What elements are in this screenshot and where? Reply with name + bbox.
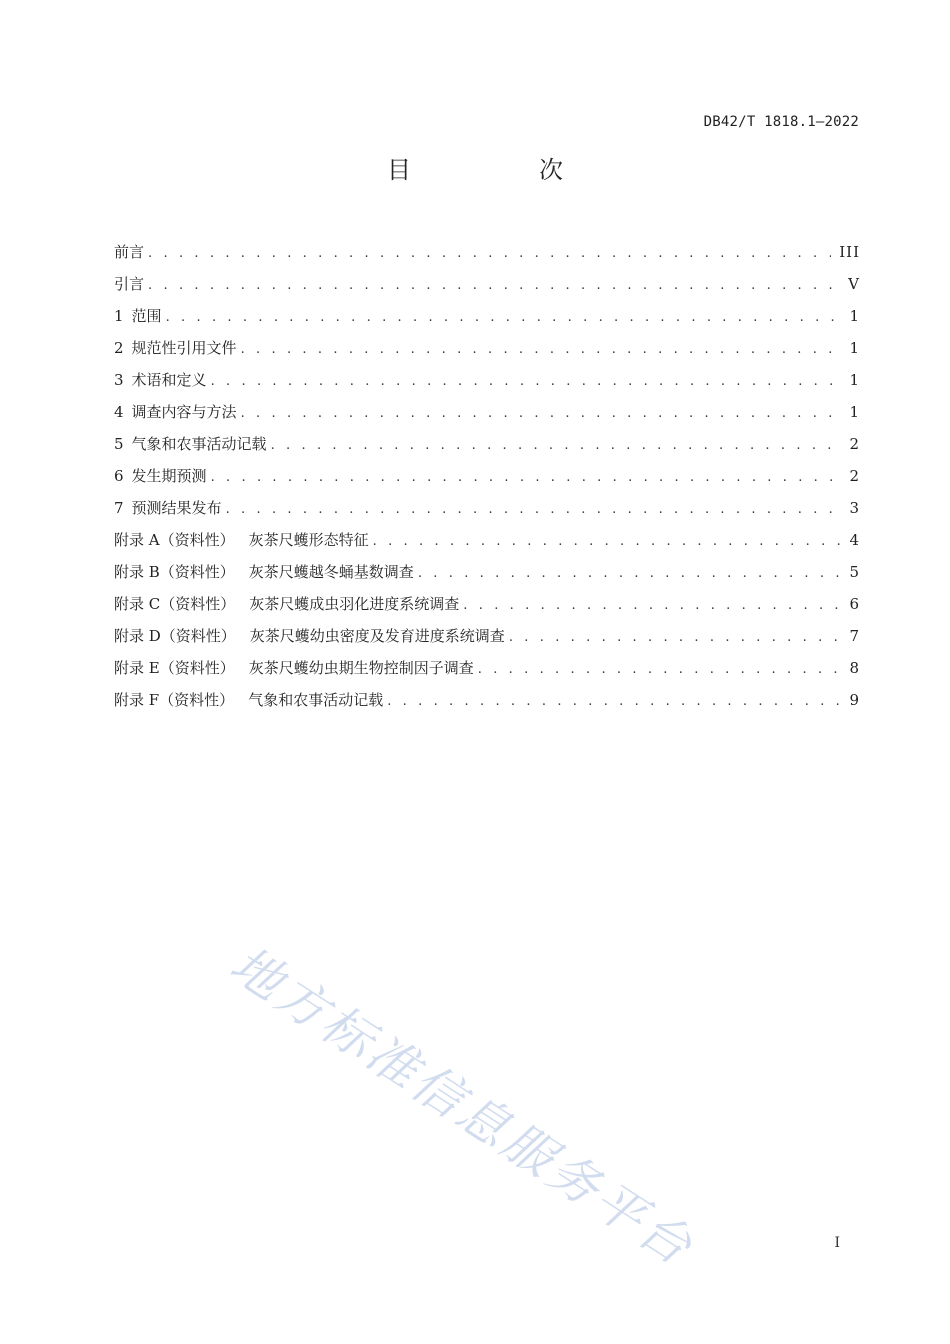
toc-dot-leader	[166, 302, 840, 334]
toc-appendix-number: 附录 B（资料性）	[114, 563, 235, 581]
toc-appendix-number: 附录 F（资料性）	[114, 691, 235, 709]
page-title: 目 次	[387, 156, 615, 184]
toc-entry-number: 3	[114, 371, 124, 389]
toc-entry-7[interactable]	[114, 492, 860, 524]
toc-page-number: 1	[849, 403, 860, 421]
toc-entry-6[interactable]	[114, 460, 860, 492]
toc-entry-appendix-d[interactable]	[114, 620, 860, 652]
watermark: 地方标准信息服务平台	[220, 935, 705, 1278]
toc-dot-leader	[226, 494, 840, 526]
toc-appendix-number: 附录 C（资料性）	[114, 595, 236, 613]
toc-page-number: 8	[849, 659, 860, 677]
toc-page-number: 5	[849, 563, 860, 581]
toc-dot-leader	[463, 590, 840, 622]
toc-entry-appendix-a[interactable]	[114, 524, 860, 556]
toc-entry-appendix-b[interactable]	[114, 556, 860, 588]
footer-page-number: I	[834, 1235, 840, 1251]
toc-entry-appendix-c[interactable]	[114, 588, 860, 620]
toc-page-number: 9	[849, 691, 860, 709]
toc-dot-leader	[509, 622, 840, 654]
toc-entry-label: 附录 E（资料性） 灰茶尺蠖幼虫期生物控制因子调查	[114, 659, 474, 677]
toc-page-number: V	[848, 275, 860, 293]
toc-entry-number: 2	[114, 339, 124, 357]
toc-dot-leader	[241, 398, 840, 430]
toc-dot-leader	[148, 238, 831, 270]
toc-entry-label: 5 气象和农事活动记载	[114, 435, 267, 453]
toc-page-number: 4	[849, 531, 860, 549]
toc-entry-label: 2 规范性引用文件	[114, 339, 237, 357]
toc-dot-leader	[148, 270, 840, 302]
toc-entry-number: 1	[114, 307, 124, 325]
toc-entry-label: 附录 D（资料性） 灰茶尺蠖幼虫密度及发育进度系统调查	[114, 627, 505, 645]
toc-entry-number: 4	[114, 403, 124, 421]
toc-dot-leader	[387, 686, 840, 718]
toc-appendix-number: 附录 E（资料性）	[114, 659, 235, 677]
toc-entry-label: 7 预测结果发布	[114, 499, 222, 517]
toc-dot-leader	[211, 366, 840, 398]
toc-dot-leader	[241, 334, 840, 366]
toc-dot-leader	[478, 654, 840, 686]
toc-entry-label: 1 范围	[114, 307, 162, 325]
toc-entry-number: 7	[114, 499, 124, 517]
document-code: DB42/T 1818.1—2022	[703, 114, 859, 130]
toc-dot-leader	[418, 558, 840, 590]
toc-page-number: 2	[849, 467, 860, 485]
toc-entry-label: 附录 B（资料性） 灰茶尺蠖越冬蛹基数调查	[114, 563, 414, 581]
toc-entry-label: 附录 C（资料性） 灰茶尺蠖成虫羽化进度系统调查	[114, 595, 460, 613]
toc-page-number: 2	[849, 435, 860, 453]
toc-entry-1[interactable]	[114, 300, 860, 332]
toc-entry-3[interactable]	[114, 364, 860, 396]
toc-page-number: 3	[849, 499, 860, 517]
toc-dot-leader	[211, 462, 840, 494]
toc-entry-introduction[interactable]	[114, 268, 860, 300]
toc-entry-label: 附录 A（资料性） 灰茶尺蠖形态特征	[114, 531, 369, 549]
toc-entry-4[interactable]	[114, 396, 860, 428]
toc-entry-label: 附录 F（资料性） 气象和农事活动记载	[114, 691, 384, 709]
toc-appendix-number: 附录 A（资料性）	[114, 531, 235, 549]
toc-dot-leader	[373, 526, 840, 558]
toc-dot-leader	[271, 430, 840, 462]
toc-entry-label: 引言	[114, 275, 145, 293]
toc-entry-number: 6	[114, 467, 124, 485]
table-of-contents	[114, 236, 860, 716]
toc-entry-preface[interactable]	[114, 236, 860, 268]
toc-page-number: III	[839, 243, 860, 261]
toc-page-number: 1	[849, 371, 860, 389]
toc-entry-label: 6 发生期预测	[114, 467, 207, 485]
toc-entry-2[interactable]	[114, 332, 860, 364]
toc-entry-5[interactable]	[114, 428, 860, 460]
toc-page-number: 1	[849, 339, 860, 357]
toc-page-number: 6	[849, 595, 860, 613]
toc-page-number: 7	[849, 627, 860, 645]
toc-entry-number: 5	[114, 435, 124, 453]
toc-entry-label: 4 调查内容与方法	[114, 403, 237, 421]
toc-page-number: 1	[849, 307, 860, 325]
toc-entry-appendix-f[interactable]	[114, 684, 860, 716]
toc-entry-label: 3 术语和定义	[114, 371, 207, 389]
toc-entry-appendix-e[interactable]	[114, 652, 860, 684]
toc-entry-label: 前言	[114, 243, 145, 261]
toc-appendix-number: 附录 D（资料性）	[114, 627, 236, 645]
